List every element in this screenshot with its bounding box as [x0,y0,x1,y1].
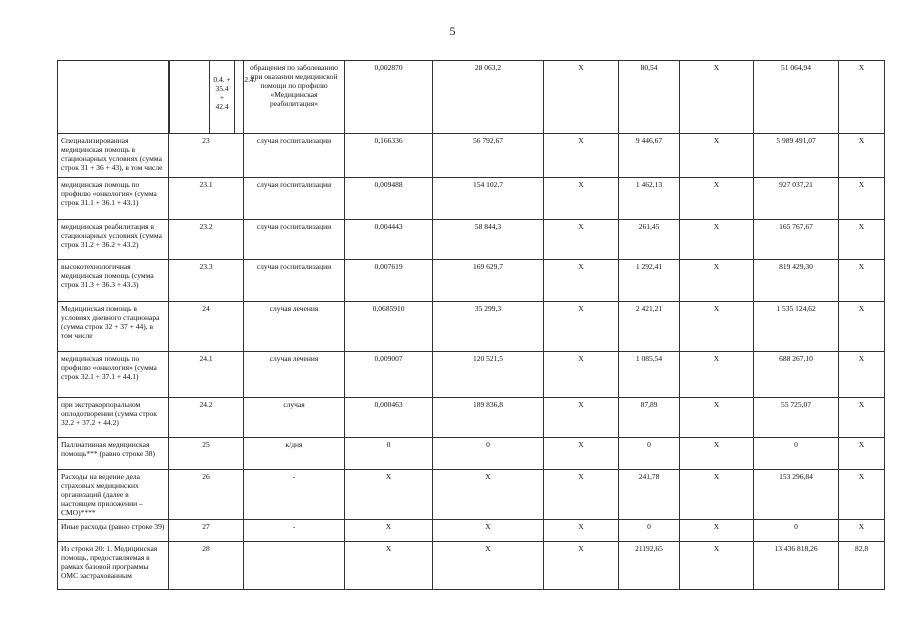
table-row [58,438,885,470]
cell-x2: X [680,520,754,542]
table-row [58,542,885,590]
cell-x2: X [680,260,754,302]
cell-x2: X [680,542,754,590]
cell-total: 13 436 818,26 [754,542,839,590]
cell-norm: 0,004443 [345,220,433,260]
cell-x3: X [839,134,885,178]
cell-per-capita: 0 [619,520,680,542]
cell-unit: случая госпитализации [244,260,345,302]
cell-x2: X [680,61,754,134]
cell-per-capita: 1 292,41 [619,260,680,302]
cell-name: высокотехнологичная медицинская помощь (сумма строк 31.3 + 36.3 + 43.3) [58,260,169,302]
cell-x3: X [839,438,885,470]
cell-x2: X [680,220,754,260]
cell-total: 0 [754,520,839,542]
cell-row-no: 24 [169,302,244,352]
cell-x3: X [839,352,885,398]
cell-cost: 189 836,8 [433,398,544,438]
cell-total: 688 267,10 [754,352,839,398]
cell-x3: X [839,302,885,352]
cell-x1: X [544,178,619,220]
cell-row-no: 23.1 [169,178,244,220]
cell-x2: X [680,302,754,352]
cell-norm: 0,009488 [345,178,433,220]
cell-x1: X [544,61,619,134]
cell-cost: 120 521,5 [433,352,544,398]
cell-norm: X [345,470,433,520]
cell-cost: X [433,542,544,590]
cell-name [58,61,169,134]
cell-norm: 0 [345,438,433,470]
cell-cost: 28 063,2 [433,61,544,134]
cell-per-capita: 1 085,54 [619,352,680,398]
page-number: 5 [449,24,456,38]
cell-per-capita: 241,78 [619,470,680,520]
cell-per-capita: 87,89 [619,398,680,438]
cell-unit: случая лечения [244,302,345,352]
row-no-part-a: 0.4. + 35.4 + 42.4 [210,61,235,133]
cell-row-no: 26 [169,470,244,520]
cell-unit: случая госпитализации [244,178,345,220]
cell-cost: 58 844,3 [433,220,544,260]
cell-x1: X [544,134,619,178]
cell-total: 5 989 491,07 [754,134,839,178]
cell-unit: - [244,520,345,542]
cell-norm: 0,002870 [345,61,433,134]
cell-per-capita: 9 446,67 [619,134,680,178]
cell-x1: X [544,220,619,260]
cell-x3: X [839,178,885,220]
cell-x1: X [544,398,619,438]
cell-per-capita: 80,54 [619,61,680,134]
table-row [58,302,885,352]
table-row-first [58,61,885,134]
cell-name: Медицинская помощь в условиях дневного стационара (сумма строк 32 + 37 + 44), в том числе [58,302,169,352]
cell-x1: X [544,470,619,520]
cell-row-no: 24.2 [169,398,244,438]
cell-total: 55 725,07 [754,398,839,438]
cell-name: при экстракорпоральном оплодотворении (сумма строк 32.2 + 37.2 + 44.2) [58,398,169,438]
cell-row-no: 23 [169,134,244,178]
cell-total: 1 535 124,62 [754,302,839,352]
cell-norm: 0,007619 [345,260,433,302]
table-row [58,398,885,438]
cell-row-no: 23.2 [169,220,244,260]
cell-name: медицинская помощь по профилю «онкология» (сумма строк 31.1 + 36.1 + 43.1) [58,178,169,220]
cell-per-capita: 21192,65 [619,542,680,590]
cell-x2: X [680,398,754,438]
cell-norm: 0,000463 [345,398,433,438]
row-no-part-b: 2.4. [244,75,256,84]
cell-x2: X [680,352,754,398]
cell-x3: X [839,520,885,542]
cell-x2: X [680,178,754,220]
cell-total: 927 037,21 [754,178,839,220]
cell-unit: случая лечения [244,352,345,398]
cell-total: 51 064,94 [754,61,839,134]
cell-norm: X [345,520,433,542]
cell-unit: к/дня [244,438,345,470]
cell-name: Расходы на ведение дела страховых медицинских организаций (далее в настоящем приложении – СМО)**** [58,470,169,520]
cell-unit: случая госпитализации [244,134,345,178]
cell-name: Иные расходы (равно строке 39) [58,520,169,542]
cell-name: Специализированная медицинская помощь в стационарных условиях (сумма строк 31 + 36 + 43), в том числе [58,134,169,178]
cell-x3: X [839,470,885,520]
cell-per-capita: 2 421,21 [619,302,680,352]
cell-unit: обращения по заболеванию при оказании медицинской помощи по профилю «Медицинская реабилитация» [244,61,345,134]
cell-per-capita: 0 [619,438,680,470]
cell-cost: X [433,470,544,520]
cell-row-no: 27 [169,520,244,542]
cell-row-no: 25 [169,438,244,470]
cell-name: Паллиативная медицинская помощь*** (равно строке 38) [58,438,169,470]
cell-name: медицинская реабилитация в стационарных условиях (сумма строк 31.2 + 36.2 + 43.2) [58,220,169,260]
cell-norm: 0,0685910 [345,302,433,352]
cell-cost: 56 792,67 [433,134,544,178]
cell-x1: X [544,302,619,352]
table-row [58,260,885,302]
cell-cost: X [433,520,544,542]
cell-unit: случая госпитализации [244,220,345,260]
cell-x1: X [544,352,619,398]
cell-x3: X [839,398,885,438]
cell-row-no: 24.1 [169,352,244,398]
cell-cost: 0 [433,438,544,470]
table-row [58,220,885,260]
cell-x1: X [544,260,619,302]
cell-total: 819 429,30 [754,260,839,302]
cell-total: 0 [754,438,839,470]
cell-x3: 82,8 [839,542,885,590]
cell-name: медицинская помощь по профилю «онкология» (сумма строк 32.1 + 37.1 + 44.1) [58,352,169,398]
cell-per-capita: 261,45 [619,220,680,260]
cell-x3: X [839,61,885,134]
cell-norm: X [345,542,433,590]
cell-total: 165 767,67 [754,220,839,260]
table-row [58,134,885,178]
norms-table [57,60,885,590]
cell-per-capita: 1 462,13 [619,178,680,220]
cell-cost: 154 102,7 [433,178,544,220]
cell-name: Из строки 20: 1. Медицинская помощь, предоставляемая в рамках базовой программы ОМС застрахованным [58,542,169,590]
cell-x1: X [544,520,619,542]
cell-x2: X [680,470,754,520]
cell-row-no [169,61,256,134]
cell-x3: X [839,260,885,302]
cell-x3: X [839,220,885,260]
cell-cost: 169 629,7 [433,260,544,302]
table-row [58,520,885,542]
cell-cost: 35 299,3 [433,302,544,352]
cell-norm: 0,166336 [345,134,433,178]
cell-total: 153 296,84 [754,470,839,520]
cell-unit: случая [244,398,345,438]
cell-x1: X [544,438,619,470]
cell-x2: X [680,134,754,178]
cell-x1: X [544,542,619,590]
cell-x2: X [680,438,754,470]
table-row [58,178,885,220]
cell-unit [244,542,345,590]
table-row [58,470,885,520]
cell-row-no: 28 [169,542,244,590]
cell-row-no: 23.3 [169,260,244,302]
cell-norm: 0,009007 [345,352,433,398]
table-row [58,352,885,398]
cell-unit: - [244,470,345,520]
